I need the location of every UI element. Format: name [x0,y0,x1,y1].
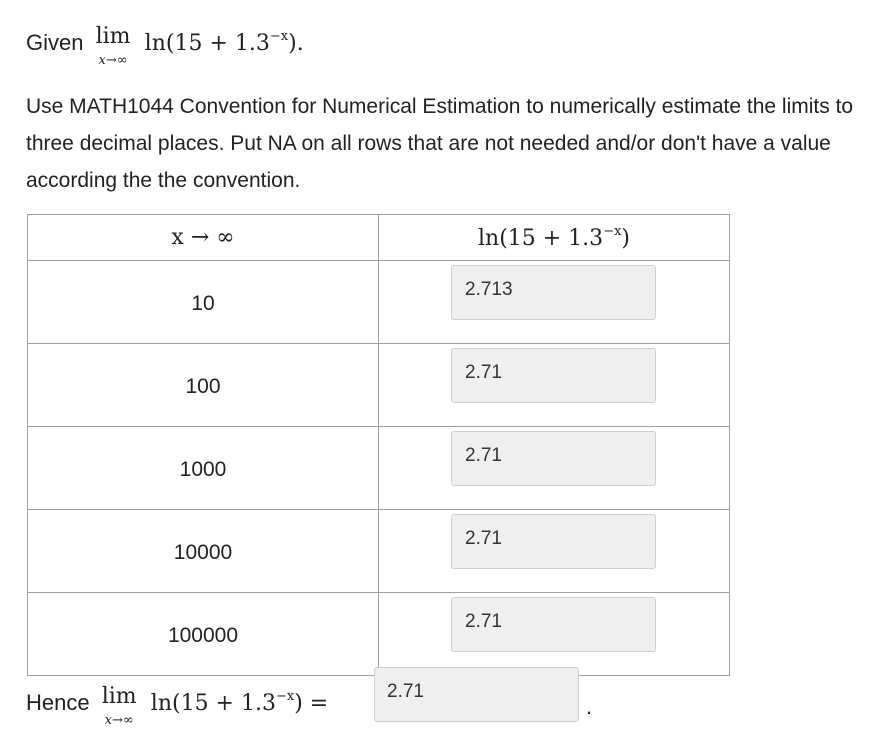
lim-subscript: x→∞ [98,53,128,68]
table-row [28,261,730,344]
answer-input-row-3[interactable]: 2.71 [451,431,656,486]
conclusion-expression [151,691,328,716]
conclusion-expression-exponent: −x [275,689,295,704]
table-row [28,427,730,510]
header-function-close: ) [621,226,631,251]
header-function-exponent: −x [603,224,622,239]
header-function-base: ln(15 + 1.3 [477,226,604,251]
given-statement [26,22,304,68]
conclusion-statement [26,682,328,728]
instructions-text: Use MATH1044 Convention for Numerical Estimation to numerically estimate the limits to three decimal places. Put NA on all rows that are not needed and/or don't have a value according the the convention. [26,95,854,192]
header-x [28,215,379,261]
answer-input-row-4[interactable]: 2.71 [451,514,656,569]
hence-label: Hence [26,690,90,715]
final-period: . [586,694,593,719]
answer-input-row-2[interactable]: 2.71 [451,348,656,403]
x-value-cell: 10 [28,261,379,344]
x-value-cell: 10000 [28,510,379,593]
header-function [379,215,730,261]
table-header-row [28,215,730,261]
estimation-table [27,214,730,676]
answer-input-row-5[interactable]: 2.71 [451,597,656,652]
x-value-cell: 1000 [28,427,379,510]
x-value-cell: 100 [28,344,379,427]
limit-expression [145,31,304,56]
conclusion-lim-word: lim [101,684,137,709]
conclusion-lim-subscript: x→∞ [104,713,134,728]
limit-operator [96,22,131,68]
final-answer-input[interactable]: 2.71 [374,667,579,722]
conclusion-limit-operator [102,682,137,728]
expression-exponent: −x [269,29,289,44]
expression-base: ln(15 + 1.3 [144,31,270,56]
conclusion-expression-close: ) = [294,691,329,716]
expression-close: ) [288,31,297,56]
header-x-label: x → ∞ [171,225,235,250]
lim-word: lim [95,24,131,49]
answer-input-row-1[interactable]: 2.713 [451,265,656,320]
table-row [28,593,730,676]
table-row [28,510,730,593]
conclusion-expression-base: ln(15 + 1.3 [150,691,276,716]
given-label: Given [26,30,84,55]
table-row [28,344,730,427]
x-value-cell: 100000 [28,593,379,676]
given-period: . [296,31,304,56]
